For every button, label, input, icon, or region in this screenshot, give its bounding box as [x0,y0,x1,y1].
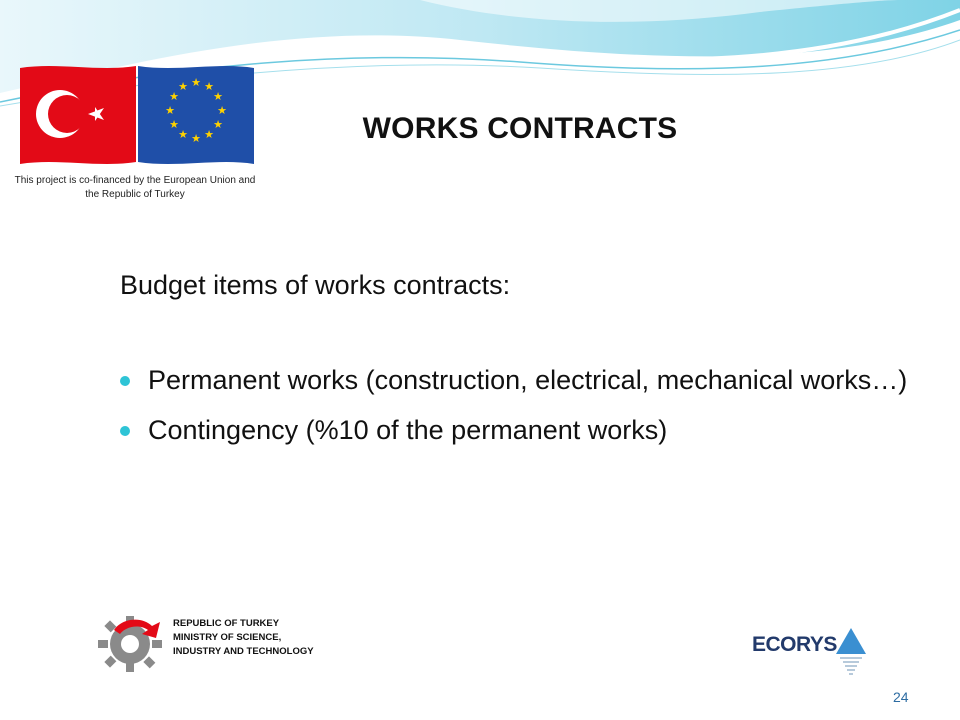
ecorys-logo-text: ECORYS [752,633,837,656]
bullet-item [120,412,920,448]
svg-text:★: ★ [204,128,214,141]
bullet-item [120,362,920,398]
bullet-dot-icon [120,376,130,386]
bullet-dot-icon [120,426,130,436]
svg-text:★: ★ [213,90,223,103]
svg-text:★: ★ [213,118,223,131]
bullet-list [120,362,920,462]
gear-logo-icon [94,610,166,672]
svg-text:★: ★ [191,76,201,89]
page-number: 24 [893,689,909,705]
ministry-line: INDUSTRY AND TECHNOLOGY [173,646,314,657]
svg-text:★: ★ [169,90,179,103]
intro-text: Budget items of works contracts: [120,270,511,300]
bullet-text: Contingency (%10 of the permanent works) [148,415,668,445]
ministry-caption [173,617,314,659]
svg-text:★: ★ [178,128,188,141]
flags-logo [18,62,258,170]
bullet-text: Permanent works (construction, electrical, mechanical works…) [148,365,908,395]
turkey-flag-icon [20,66,136,164]
svg-text:★: ★ [165,104,175,117]
cofinance-caption: This project is co-financed by the European Union and the Republic of Turkey [14,175,256,200]
svg-text:★: ★ [191,132,201,145]
ministry-line: MINISTRY OF SCIENCE, [173,632,282,643]
slide-title: WORKS CONTRACTS [362,112,678,145]
svg-text:★: ★ [178,80,188,93]
ministry-line: REPUBLIC OF TURKEY [173,618,280,629]
svg-text:★: ★ [169,118,179,131]
svg-text:★: ★ [204,80,214,93]
svg-text:★: ★ [217,104,227,117]
eu-flag-icon [138,66,254,164]
